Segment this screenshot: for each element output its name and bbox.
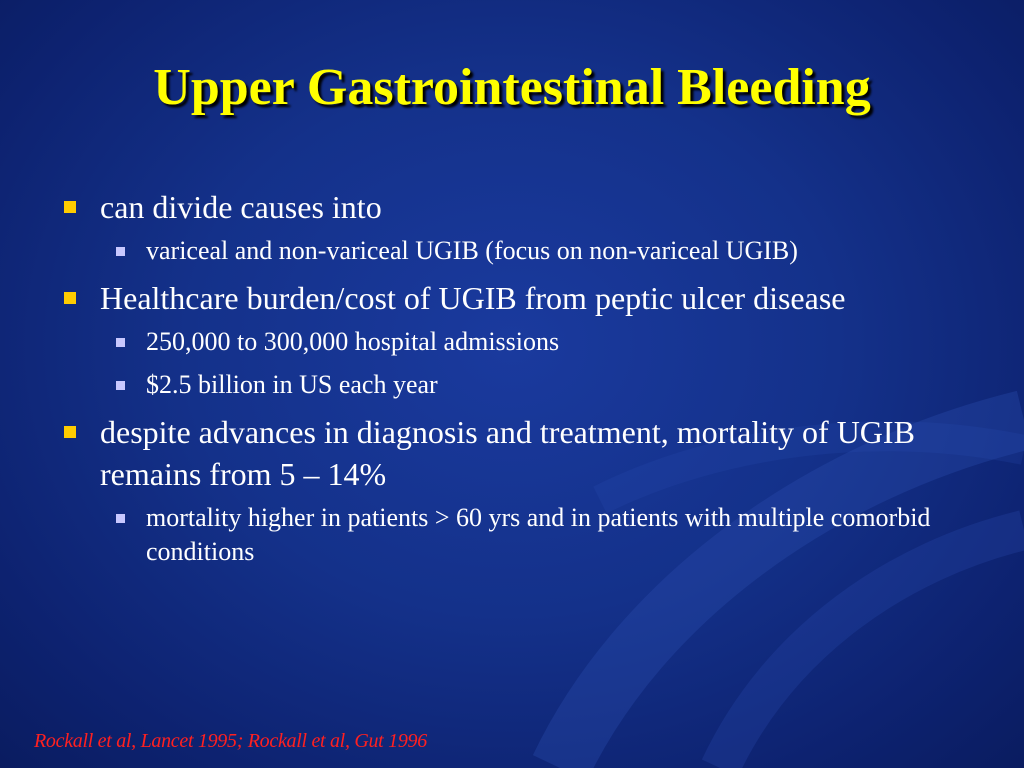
bullet-item	[62, 186, 942, 228]
sub-bullet-item	[62, 325, 942, 359]
square-bullet-icon	[64, 292, 76, 304]
bullet-text: despite advances in diagnosis and treatment, mortality of UGIB remains from 5 – 14%	[100, 414, 915, 492]
square-bullet-icon	[116, 514, 125, 523]
bullet-text: can divide causes into	[100, 189, 382, 225]
sub-bullet-item	[62, 501, 942, 569]
sub-bullet-text: variceal and non-variceal UGIB (focus on non-variceal UGIB)	[146, 236, 798, 265]
square-bullet-icon	[116, 381, 125, 390]
square-bullet-icon	[64, 426, 76, 438]
bullet-list	[62, 186, 942, 578]
square-bullet-icon	[64, 201, 76, 213]
bullet-item	[62, 411, 942, 495]
bullet-text: Healthcare burden/cost of UGIB from peptic ulcer disease	[100, 280, 846, 316]
sub-bullet-item	[62, 234, 942, 268]
sub-bullet-item	[62, 368, 942, 402]
square-bullet-icon	[116, 338, 125, 347]
sub-bullet-text: 250,000 to 300,000 hospital admissions	[146, 327, 560, 356]
bullet-item	[62, 277, 942, 319]
sub-bullet-text: mortality higher in patients > 60 yrs and in patients with multiple comorbid conditions	[146, 503, 931, 566]
square-bullet-icon	[116, 247, 125, 256]
citation: Rockall et al, Lancet 1995; Rockall et al, Gut 1996	[34, 730, 427, 752]
slide-title: Upper Gastrointestinal Bleeding	[153, 59, 871, 116]
sub-bullet-text: $2.5 billion in US each year	[146, 370, 438, 399]
